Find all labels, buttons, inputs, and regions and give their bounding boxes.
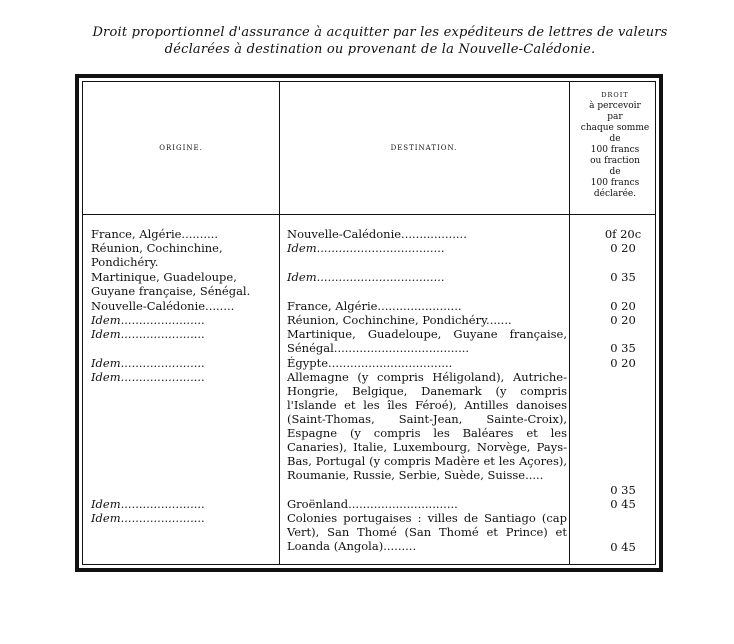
row-6-origine: Idem....................... (91, 356, 205, 370)
row-8-droit: 0 45 (610, 497, 636, 511)
row-9-origine: Idem....................... (91, 511, 205, 525)
header-droit-line: 100 francs (590, 178, 640, 188)
row-2-origine: Martinique, Guadeloupe, Guyane française, Sénégal. (91, 270, 251, 298)
header-divider (83, 214, 655, 215)
row-6-destination: Égypte.................................. (287, 356, 453, 370)
row-3-destination: France, Algérie....................... (287, 299, 462, 313)
row-0-destination: Nouvelle-Calédonie.................. (287, 227, 467, 241)
tariff-table (75, 74, 663, 572)
column-divider-1 (279, 82, 280, 564)
row-2-destination: Idem................................... (287, 270, 445, 284)
row-7-origine: Idem....................... (91, 370, 205, 384)
header-droit-line: à percevoir (589, 101, 641, 111)
row-6-droit: 0 20 (610, 356, 636, 370)
header-destination: DESTINATION. (390, 144, 458, 152)
row-5-destination: Martinique, Guadeloupe, Guyane française, Sénégal..................................... (287, 327, 571, 355)
row-2-droit: 0 35 (610, 270, 636, 284)
row-4-droit: 0 20 (610, 313, 636, 327)
table-inner-border (82, 81, 656, 565)
row-0-origine: France, Algérie.......... (91, 227, 218, 241)
header-droit-line: par (607, 112, 623, 122)
row-9-droit: 0 45 (610, 540, 636, 554)
row-5-droit: 0 35 (610, 341, 636, 355)
row-1-droit: 0 20 (610, 241, 636, 255)
header-droit (569, 90, 661, 200)
table-title (60, 24, 700, 58)
header-droit-line: de (609, 167, 621, 177)
title-line-2: déclarées à destination ou provenant de la Nouvelle-Calédonie. (164, 42, 596, 57)
row-8-destination: Groënland.............................. (287, 497, 458, 511)
row-7-droit: 0 35 (610, 483, 636, 497)
header-droit-line: chaque somme (580, 123, 650, 133)
row-4-destination: Réunion, Cochinchine, Pondichéry....... (287, 313, 512, 327)
row-3-origine: Nouvelle-Calédonie........ (91, 299, 235, 313)
header-droit-line: déclarée. (593, 189, 637, 199)
row-5-origine: Idem....................... (91, 327, 205, 341)
row-4-origine: Idem....................... (91, 313, 205, 327)
row-1-origine: Réunion, Cochinchine, Pondichéry. (91, 241, 227, 269)
header-droit-line: 100 francs (590, 145, 640, 155)
row-1-destination: Idem................................... (287, 241, 445, 255)
title-line-1: Droit proportionnel d'assurance à acquitter par les expéditeurs de lettres de valeurs (92, 25, 668, 40)
header-origine: ORIGINE. (159, 144, 203, 152)
header-droit-line: de (609, 134, 621, 144)
row-8-origine: Idem....................... (91, 497, 205, 511)
row-0-droit: 0f 20c (604, 227, 642, 241)
row-7-destination: Allemagne (y compris Héligoland), Autriche-Hongrie, Belgique, Danemark (y compris l'Islande et les îles Féroé), Antilles danoises (Saint-Thomas, Saint-Jean, Sainte-Croix), Espagne (y compris les Baléares et les Canaries), Italie, Luxembourg, Norvège, Pays-Bas, Portugal (y compris Madère et les Açores), Roumanie, Russie, Serbie, Suède, Suisse..... (287, 370, 571, 482)
row-9-destination: Colonies portugaises : villes de Santiago (cap Vert), San Thomé (San Thomé et Prince) et Loanda (Angola)......... (287, 511, 571, 553)
row-3-droit: 0 20 (610, 299, 636, 313)
header-droit-cap: DROIT (601, 91, 629, 99)
header-droit-line: ou fraction (590, 156, 640, 166)
